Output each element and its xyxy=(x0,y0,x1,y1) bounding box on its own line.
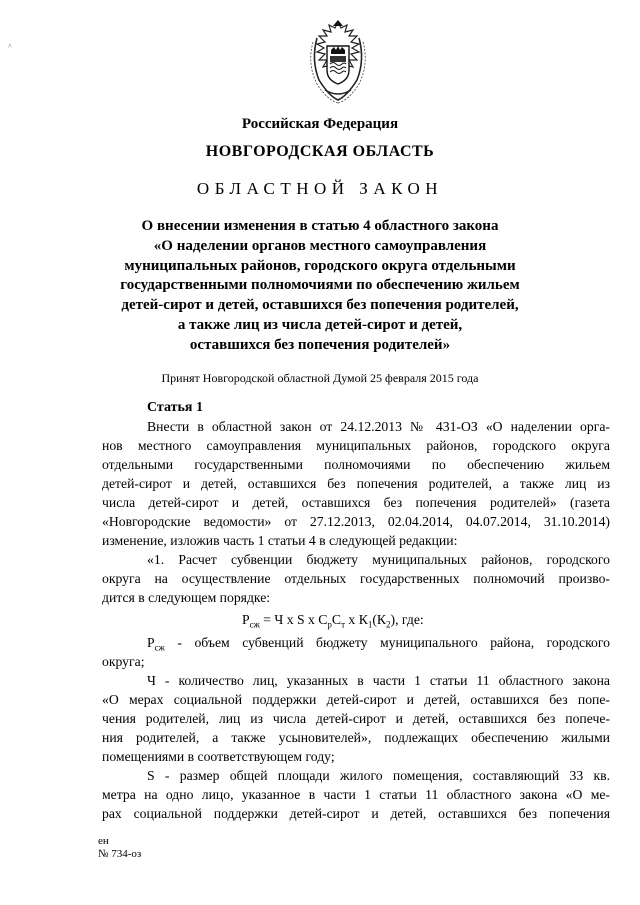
footer-initials: ен xyxy=(98,835,109,847)
formula-subscript: р xyxy=(327,619,332,630)
formula-part: ), где: xyxy=(390,612,424,627)
text-line: изменение, изложив часть 1 статьи 4 в следующей редакции: xyxy=(102,533,458,548)
formula-subscript: 2 xyxy=(386,619,391,630)
document-footer xyxy=(98,835,141,861)
title-line: «О наделении органов местного самоуправления xyxy=(153,237,487,254)
text-line: помещениями в соответствующем году; xyxy=(102,749,335,764)
adoption-note: Принят Новгородской областной Думой 25 февраля 2015 года xyxy=(161,371,479,385)
formula-part: С xyxy=(331,612,342,627)
definition-symbol: Р xyxy=(147,635,155,650)
title-line: оставшихся без попечения родителей» xyxy=(189,336,451,353)
text-line: «О мерах социальной поддержки детей-сирот и детей, оставшихся без попе- xyxy=(102,692,610,707)
document-type-heading: ОБЛАСТНОЙ ЗАКОН xyxy=(196,179,444,198)
text-line: S - размер общей площади жилого помещения, составляющий 33 кв. xyxy=(147,768,610,783)
formula-subscript: сж xyxy=(249,619,260,630)
text-line: дится в следующем порядке: xyxy=(102,590,271,605)
definition-subscript: сж xyxy=(154,642,165,653)
law-title xyxy=(60,217,580,356)
definition-text: - объем субвенций бюджету муниципального района, городского xyxy=(164,635,610,650)
text-line: рах социальной поддержки детей-сирот и детей, оставшихся без попечения xyxy=(102,806,610,821)
text-line: нов местного самоуправления муниципальных районов, городского округа xyxy=(102,438,610,453)
definition-line xyxy=(102,633,610,652)
footer-registration-number: № 734-оз xyxy=(98,848,142,860)
novgorod-coat-of-arms-emblem xyxy=(303,20,373,104)
text-line: метра на одно лицо, указанное в части 1 статьи 11 областного закона «О ме- xyxy=(102,787,610,802)
article-heading: Статья 1 xyxy=(147,400,203,415)
article-body xyxy=(102,398,610,823)
subvention-formula xyxy=(102,607,610,633)
formula-symbol: Р xyxy=(242,612,250,627)
text-line: «Новгородские ведомости» от 27.12.2013, 02.04.2014, 04.07.2014, 31.10.2014) xyxy=(102,514,610,529)
text-line: округа; xyxy=(102,654,145,669)
formula-part: (К xyxy=(372,612,387,627)
text-line: Внести в областной закон от 24.12.2013 № 431-ОЗ «О наделении орга- xyxy=(147,419,610,434)
title-line: детей-сирот и детей, оставшихся без попечения родителей, xyxy=(121,297,519,314)
formula-part: x К xyxy=(345,612,368,627)
formula-part: = Ч x S x С xyxy=(259,612,328,627)
scan-corner-mark: ^ xyxy=(8,42,12,51)
text-line: «1. Расчет субвенции бюджету муниципальных районов, городского xyxy=(147,552,610,567)
region-name: НОВГОРОДСКАЯ ОБЛАСТЬ xyxy=(205,143,435,160)
country-name: Российская Федерация xyxy=(241,116,399,132)
title-line: государственными полномочиями по обеспечению жильем xyxy=(120,277,520,294)
text-line: числа детей-сирот и детей, оставшихся без попечения родителей» (газета xyxy=(102,495,610,510)
title-line: муниципальных районов, городского округа отдельными xyxy=(124,257,516,274)
text-line: округа на осуществление отдельных государственных полномочий произво- xyxy=(102,571,610,586)
text-line: Ч - количество лиц, указанных в части 1 статьи 11 областного закона xyxy=(147,673,610,688)
text-line: чения родителей, лиц из числа детей-сирот и детей, оставшихся без попече- xyxy=(102,711,610,726)
title-line: О внесении изменения в статью 4 областного закона xyxy=(141,218,499,234)
text-line: отдельными государственными полномочиями по обеспечению жильем xyxy=(102,457,610,472)
title-line: а также лиц из числа детей-сирот и детей, xyxy=(177,316,463,333)
text-line: ния родителей, а также усыновителей», подлежащих обеспечению жилыми xyxy=(102,730,610,745)
formula-subscript: т xyxy=(341,619,345,630)
formula-subscript: 1 xyxy=(367,619,373,630)
text-line: детей-сирот и детей, оставшихся без попечения родителей, а также лиц из xyxy=(102,476,610,491)
